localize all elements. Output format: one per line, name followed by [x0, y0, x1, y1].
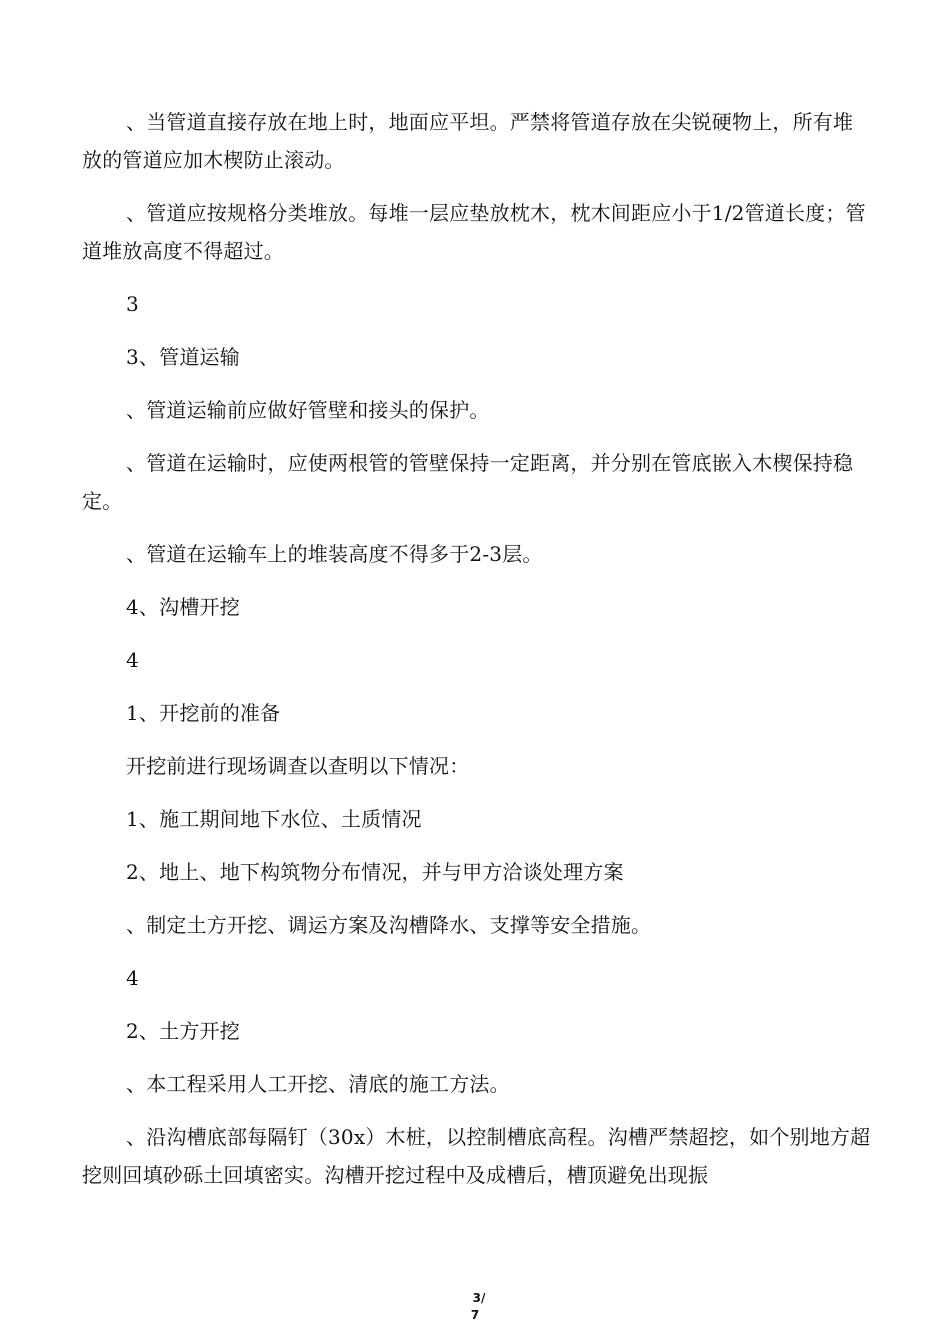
subsection-heading-earthwork: 2、土方开挖 — [126, 1019, 240, 1043]
paragraph-number: 4 — [126, 648, 139, 672]
paragraph-number: 3 — [126, 292, 139, 316]
paragraph-survey-intro: 开挖前进行现场调查以查明以下情况： — [126, 754, 470, 778]
section-heading-transport: 3、管道运输 — [126, 345, 240, 369]
paragraph-number: 4 — [126, 966, 139, 990]
paragraph-manual-excavation: 、本工程采用人工开挖、清底的施工方法。 — [126, 1072, 510, 1096]
paragraph-storage-stacking: 、管道应按规格分类堆放。每堆一层应垫放枕木，枕木间距应小于1/2管道长度；管道堆放高度不得超过。 — [82, 201, 866, 263]
page-number-line-1: 3/ — [472, 1291, 486, 1305]
paragraph-trench-stakes: 、沿沟槽底部每隔钉（30x）木桩，以控制槽底高程。沟槽严禁超挖，如个别地方超挖则回填砂砾土回填密实。沟槽开挖过程中及成槽后，槽顶避免出现振 — [82, 1125, 871, 1187]
paragraph-survey-item-2: 2、地上、地下构筑物分布情况，并与甲方洽谈处理方案 — [126, 860, 624, 884]
paragraph-storage-ground: 、当管道直接存放在地上时，地面应平坦。严禁将管道存放在尖锐硬物上，所有堆放的管道应加木楔防止滚动。 — [82, 110, 854, 172]
page-number-line-2: 7 — [470, 1308, 480, 1322]
paragraph-survey-item-1: 1、施工期间地下水位、土质情况 — [126, 807, 422, 831]
paragraph-transport-spacing: 、管道在运输时，应使两根管的管壁保持一定距离，并分别在管底嵌入木楔保持稳定。 — [82, 451, 854, 513]
section-heading-excavation: 4、沟槽开挖 — [126, 595, 240, 619]
paragraph-safety-measures: 、制定土方开挖、调运方案及沟槽降水、支撑等安全措施。 — [126, 913, 652, 937]
subsection-heading-preparation: 1、开挖前的准备 — [126, 701, 281, 725]
paragraph-transport-protection: 、管道运输前应做好管壁和接头的保护。 — [126, 398, 490, 422]
document-body — [82, 103, 872, 1209]
paragraph-transport-height: 、管道在运输车上的堆装高度不得多于2-3层。 — [126, 542, 543, 566]
